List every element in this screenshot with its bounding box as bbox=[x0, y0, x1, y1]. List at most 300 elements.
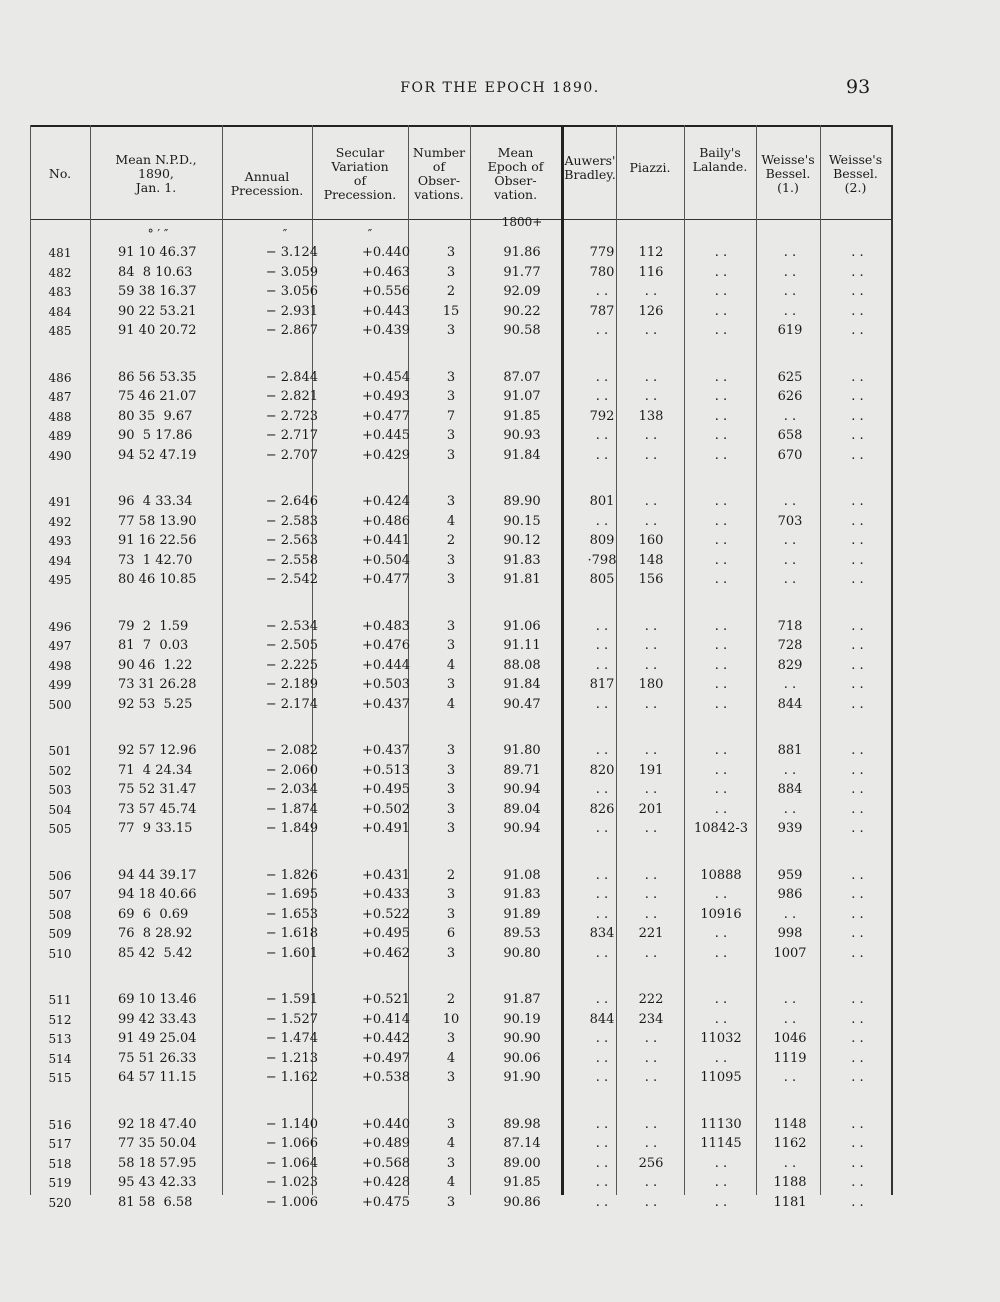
cell-sec: +0.443 bbox=[361, 303, 411, 319]
cell-lal: . . bbox=[714, 552, 728, 568]
cell-wb2: . . bbox=[851, 533, 864, 549]
cell-pia: 138 bbox=[638, 408, 664, 424]
cell-pia: . . bbox=[644, 494, 658, 509]
cell-npd: 94 18 40.66 bbox=[118, 887, 197, 903]
cell-auw: 779 bbox=[589, 245, 615, 260]
cell-wb1: . . bbox=[783, 494, 797, 509]
cell-sec: +0.497 bbox=[361, 1050, 411, 1066]
cell-auw: 826 bbox=[589, 801, 615, 817]
table-row bbox=[30, 1010, 893, 1030]
table-row bbox=[30, 387, 893, 407]
cell-no: 498 bbox=[48, 658, 72, 673]
cell-obs: 3 bbox=[446, 428, 456, 444]
cell-auw: . . bbox=[595, 1031, 609, 1047]
cell-no: 505 bbox=[48, 822, 72, 837]
cell-lal: . . bbox=[714, 572, 728, 588]
table-row bbox=[30, 636, 893, 656]
table-row bbox=[30, 512, 893, 532]
cell-wb1: 829 bbox=[777, 657, 803, 673]
cell-wb2: . . bbox=[851, 801, 864, 817]
cell-lal: . . bbox=[714, 494, 728, 509]
cell-epo: 91.11 bbox=[503, 638, 541, 654]
cell-lal: 11032 bbox=[700, 1031, 742, 1047]
cell-npd: 69 10 13.46 bbox=[118, 992, 197, 1007]
cell-no: 496 bbox=[48, 619, 72, 634]
cell-epo: 91.80 bbox=[503, 743, 541, 758]
cell-auw: . . bbox=[595, 1194, 609, 1210]
cell-sec: +0.440 bbox=[361, 245, 411, 260]
cell-epo: 90.15 bbox=[503, 513, 541, 529]
table-row bbox=[30, 407, 893, 427]
cell-sec: +0.502 bbox=[361, 801, 411, 817]
cell-epo: 87.14 bbox=[503, 1136, 541, 1152]
cell-lal: . . bbox=[714, 657, 728, 673]
cell-auw: . . bbox=[595, 618, 609, 634]
cell-wb2: . . bbox=[851, 657, 864, 673]
cell-obs: 7 bbox=[446, 408, 456, 424]
cell-pia: . . bbox=[644, 284, 658, 300]
cell-pia: . . bbox=[644, 782, 658, 798]
unit-annual: ″ bbox=[282, 227, 288, 241]
cell-pia: 160 bbox=[638, 533, 664, 549]
cell-no: 517 bbox=[48, 1137, 72, 1152]
cell-lal: 10842-3 bbox=[693, 821, 749, 837]
cell-npd: 75 51 26.33 bbox=[118, 1050, 197, 1066]
cell-wb1: 1046 bbox=[773, 1031, 807, 1047]
cell-auw: . . bbox=[595, 1136, 609, 1152]
cell-obs: 4 bbox=[446, 1136, 456, 1152]
cell-auw: . . bbox=[595, 657, 609, 673]
cell-lal: 11130 bbox=[700, 1116, 742, 1132]
cell-ann: − 1.162 bbox=[265, 1070, 318, 1086]
cell-sec: +0.431 bbox=[361, 867, 411, 883]
cell-obs: 3 bbox=[446, 1031, 456, 1047]
cell-sec: +0.522 bbox=[361, 906, 411, 922]
cell-no: 519 bbox=[48, 1176, 72, 1191]
cell-wb2: . . bbox=[851, 572, 864, 588]
cell-ann: − 2.717 bbox=[265, 428, 318, 444]
cell-wb2: . . bbox=[851, 992, 864, 1007]
cell-npd: 80 46 10.85 bbox=[118, 572, 197, 588]
cell-lal: . . bbox=[714, 1155, 728, 1171]
cell-lal: . . bbox=[714, 887, 728, 903]
table-row bbox=[30, 1115, 893, 1135]
cell-wb1: . . bbox=[783, 992, 797, 1007]
cell-npd: 96 4 33.34 bbox=[118, 494, 193, 509]
cell-sec: +0.495 bbox=[361, 782, 411, 798]
cell-wb1: . . bbox=[783, 264, 797, 280]
cell-epo: 90.06 bbox=[503, 1050, 541, 1066]
cell-lal: . . bbox=[714, 618, 728, 634]
header-annual-precession: Annual Precession. bbox=[230, 169, 304, 198]
cell-obs: 3 bbox=[446, 618, 456, 634]
cell-ann: − 1.066 bbox=[265, 1136, 318, 1152]
cell-sec: +0.440 bbox=[361, 1116, 411, 1132]
table-row bbox=[30, 1154, 893, 1174]
cell-auw: . . bbox=[595, 638, 609, 654]
cell-wb2: . . bbox=[851, 926, 864, 942]
cell-no: 491 bbox=[48, 495, 72, 509]
cell-no: 513 bbox=[48, 1032, 72, 1047]
cell-npd: 77 9 33.15 bbox=[118, 821, 193, 837]
cell-obs: 3 bbox=[446, 906, 456, 922]
cell-no: 501 bbox=[48, 744, 72, 758]
cell-wb1: 881 bbox=[777, 743, 803, 758]
cell-pia: . . bbox=[644, 657, 658, 673]
table-row bbox=[30, 741, 893, 761]
cell-auw: . . bbox=[595, 821, 609, 837]
cell-auw: . . bbox=[595, 782, 609, 798]
cell-auw: . . bbox=[595, 447, 609, 463]
cell-epo: 89.00 bbox=[503, 1155, 541, 1171]
cell-wb2: . . bbox=[851, 1136, 864, 1152]
cell-obs: 4 bbox=[446, 1175, 456, 1191]
cell-ann: − 2.082 bbox=[265, 743, 318, 758]
cell-no: 507 bbox=[48, 888, 72, 903]
cell-epo: 90.12 bbox=[503, 533, 541, 549]
cell-obs: 3 bbox=[446, 1070, 456, 1086]
cell-obs: 3 bbox=[446, 821, 456, 837]
cell-sec: +0.428 bbox=[361, 1175, 411, 1191]
header-no: No. bbox=[48, 166, 72, 181]
cell-wb2: . . bbox=[851, 638, 864, 654]
cell-sec: +0.463 bbox=[361, 264, 411, 280]
cell-wb2: . . bbox=[851, 1031, 864, 1047]
cell-ann: − 2.563 bbox=[265, 533, 318, 549]
cell-wb1: . . bbox=[783, 552, 797, 568]
cell-obs: 3 bbox=[446, 677, 456, 693]
cell-ann: − 2.558 bbox=[265, 552, 318, 568]
cell-ann: − 1.826 bbox=[265, 867, 318, 883]
cell-npd: 99 42 33.43 bbox=[118, 1011, 197, 1027]
cell-ann: − 1.695 bbox=[265, 887, 318, 903]
cell-auw: 817 bbox=[589, 677, 615, 693]
table-row bbox=[30, 1134, 893, 1154]
cell-pia: . . bbox=[644, 638, 658, 654]
cell-ann: − 1.527 bbox=[265, 1011, 318, 1027]
cell-no: 482 bbox=[48, 265, 72, 280]
cell-npd: 94 44 39.17 bbox=[118, 867, 197, 883]
cell-obs: 3 bbox=[446, 369, 456, 385]
cell-wb2: . . bbox=[851, 743, 864, 758]
star-catalogue-table bbox=[30, 125, 893, 1210]
cell-wb2: . . bbox=[851, 447, 864, 463]
cell-ann: − 2.174 bbox=[265, 696, 318, 712]
cell-no: 509 bbox=[48, 927, 72, 942]
cell-auw: 787 bbox=[589, 303, 615, 319]
cell-epo: 91.84 bbox=[503, 677, 541, 693]
cell-epo: 89.04 bbox=[503, 801, 541, 817]
cell-ann: − 1.591 bbox=[265, 992, 318, 1007]
cell-npd: 75 52 31.47 bbox=[118, 782, 197, 798]
cell-wb1: 626 bbox=[777, 389, 803, 405]
cell-lal: . . bbox=[714, 533, 728, 549]
cell-lal: . . bbox=[714, 369, 728, 385]
table-row bbox=[30, 1173, 893, 1193]
cell-epo: 91.06 bbox=[503, 618, 541, 634]
unit-epoch: 1800+ bbox=[501, 215, 543, 229]
table-row bbox=[30, 675, 893, 695]
table-row bbox=[30, 944, 893, 964]
cell-wb1: 718 bbox=[777, 618, 803, 634]
cell-epo: 91.86 bbox=[503, 245, 541, 260]
cell-sec: +0.442 bbox=[361, 1031, 411, 1047]
table-row bbox=[30, 282, 893, 302]
cell-no: 514 bbox=[48, 1051, 72, 1066]
cell-pia: . . bbox=[644, 1050, 658, 1066]
cell-auw: . . bbox=[595, 369, 609, 385]
cell-no: 486 bbox=[48, 370, 72, 385]
cell-ann: − 1.140 bbox=[265, 1116, 318, 1132]
cell-no: 518 bbox=[48, 1156, 72, 1171]
cell-lal: . . bbox=[714, 513, 728, 529]
table-row bbox=[30, 1049, 893, 1069]
cell-lal: . . bbox=[714, 992, 728, 1007]
cell-sec: +0.439 bbox=[361, 323, 411, 339]
cell-no: 487 bbox=[48, 390, 72, 405]
table-row bbox=[30, 1068, 893, 1088]
cell-wb2: . . bbox=[851, 513, 864, 529]
cell-sec: +0.513 bbox=[361, 762, 411, 778]
cell-lal: . . bbox=[714, 696, 728, 712]
cell-pia: . . bbox=[644, 1031, 658, 1047]
cell-npd: 91 16 22.56 bbox=[118, 533, 197, 549]
cell-lal: . . bbox=[714, 428, 728, 444]
cell-obs: 4 bbox=[446, 696, 456, 712]
cell-npd: 85 42 5.42 bbox=[118, 945, 193, 961]
cell-pia: . . bbox=[644, 1070, 658, 1086]
cell-auw: 834 bbox=[589, 926, 615, 942]
cell-no: 515 bbox=[48, 1071, 72, 1086]
cell-sec: +0.504 bbox=[361, 552, 411, 568]
cell-epo: 91.83 bbox=[503, 887, 541, 903]
cell-epo: 91.87 bbox=[503, 992, 541, 1007]
cell-wb1: 728 bbox=[777, 638, 803, 654]
table-row bbox=[30, 531, 893, 551]
cell-sec: +0.489 bbox=[361, 1136, 411, 1152]
cell-lal: 11095 bbox=[700, 1070, 742, 1086]
cell-epo: 91.84 bbox=[503, 447, 541, 463]
cell-epo: 91.90 bbox=[503, 1070, 541, 1086]
cell-wb1: 844 bbox=[777, 696, 803, 712]
cell-epo: 91.81 bbox=[503, 572, 541, 588]
table-row bbox=[30, 866, 893, 886]
cell-sec: +0.538 bbox=[361, 1070, 411, 1086]
cell-npd: 58 18 57.95 bbox=[118, 1155, 197, 1171]
cell-npd: 81 58 6.58 bbox=[118, 1194, 193, 1210]
cell-no: 497 bbox=[48, 639, 72, 654]
cell-wb1: 625 bbox=[777, 369, 803, 385]
cell-ann: − 2.034 bbox=[265, 782, 318, 798]
cell-obs: 4 bbox=[446, 1050, 456, 1066]
cell-npd: 80 35 9.67 bbox=[118, 408, 193, 424]
cell-auw: 820 bbox=[589, 762, 615, 778]
cell-lal: . . bbox=[714, 447, 728, 463]
cell-npd: 75 46 21.07 bbox=[118, 389, 197, 405]
table-row bbox=[30, 990, 893, 1010]
cell-epo: 90.47 bbox=[503, 696, 541, 712]
cell-no: 508 bbox=[48, 907, 72, 922]
cell-npd: 91 40 20.72 bbox=[118, 323, 197, 339]
cell-auw: 844 bbox=[589, 1011, 615, 1027]
cell-wb1: 884 bbox=[777, 782, 803, 798]
cell-wb1: 1188 bbox=[773, 1175, 807, 1191]
header-weisse-bessel-1: Weisse's Bessel. (1.) bbox=[761, 152, 815, 195]
table-row bbox=[30, 263, 893, 283]
cell-ann: − 1.474 bbox=[265, 1031, 318, 1047]
cell-epo: 89.90 bbox=[503, 494, 541, 509]
cell-sec: +0.476 bbox=[361, 638, 411, 654]
cell-lal: . . bbox=[714, 284, 728, 300]
cell-npd: 71 4 24.34 bbox=[118, 762, 193, 778]
cell-ann: − 2.505 bbox=[265, 638, 318, 654]
cell-ann: − 2.844 bbox=[265, 369, 318, 385]
cell-obs: 3 bbox=[446, 323, 456, 339]
cell-ann: − 2.189 bbox=[265, 677, 318, 693]
cell-npd: 90 5 17.86 bbox=[118, 428, 193, 444]
cell-sec: +0.493 bbox=[361, 389, 411, 405]
cell-lal: . . bbox=[714, 1175, 728, 1191]
header-secular-variation: Secular Variation of Precession. bbox=[323, 145, 397, 202]
cell-obs: 3 bbox=[446, 1116, 456, 1132]
table-row bbox=[30, 551, 893, 571]
cell-obs: 3 bbox=[446, 264, 456, 280]
cell-ann: − 2.821 bbox=[265, 389, 318, 405]
cell-pia: . . bbox=[644, 369, 658, 385]
cell-no: 495 bbox=[48, 573, 72, 588]
cell-npd: 73 57 45.74 bbox=[118, 801, 197, 817]
cell-pia: 180 bbox=[638, 677, 664, 693]
cell-wb1: 703 bbox=[777, 513, 803, 529]
cell-wb2: . . bbox=[851, 552, 864, 568]
cell-pia: . . bbox=[644, 323, 658, 339]
cell-epo: 91.89 bbox=[503, 906, 541, 922]
cell-obs: 3 bbox=[446, 552, 456, 568]
cell-npd: 64 57 11.15 bbox=[118, 1070, 197, 1086]
cell-epo: 92.09 bbox=[503, 284, 541, 300]
cell-no: 506 bbox=[48, 868, 72, 883]
cell-ann: − 2.542 bbox=[265, 572, 318, 588]
cell-pia: . . bbox=[644, 1175, 658, 1191]
table-row bbox=[30, 885, 893, 905]
cell-lal: . . bbox=[714, 264, 728, 280]
cell-obs: 15 bbox=[442, 303, 460, 319]
cell-npd: 69 6 0.69 bbox=[118, 906, 189, 922]
cell-epo: 91.08 bbox=[503, 867, 541, 883]
cell-npd: 92 57 12.96 bbox=[118, 743, 197, 758]
cell-epo: 89.98 bbox=[503, 1116, 541, 1132]
cell-obs: 2 bbox=[446, 533, 456, 549]
cell-obs: 2 bbox=[446, 867, 456, 883]
cell-lal: 10888 bbox=[700, 867, 742, 883]
cell-npd: 91 10 46.37 bbox=[118, 245, 197, 260]
cell-lal: . . bbox=[714, 323, 728, 339]
cell-wb1: . . bbox=[783, 1070, 797, 1086]
cell-no: 490 bbox=[48, 448, 72, 463]
cell-obs: 3 bbox=[446, 801, 456, 817]
table-row bbox=[30, 695, 893, 715]
cell-pia: . . bbox=[644, 389, 658, 405]
cell-auw: . . bbox=[595, 696, 609, 712]
cell-npd: 94 52 47.19 bbox=[118, 447, 197, 463]
cell-no: 492 bbox=[48, 514, 72, 529]
header-number-observations: Number of Obser- vations. bbox=[412, 145, 466, 202]
header-baily-lalande: Baily's Lalande. bbox=[692, 145, 748, 174]
cell-wb2: . . bbox=[851, 945, 864, 961]
cell-wb1: . . bbox=[783, 533, 797, 549]
cell-wb2: . . bbox=[851, 618, 864, 634]
cell-ann: − 2.060 bbox=[265, 762, 318, 778]
cell-wb2: . . bbox=[851, 887, 864, 903]
cell-auw: . . bbox=[595, 867, 609, 883]
cell-wb1: . . bbox=[783, 801, 797, 817]
cell-ann: − 1.653 bbox=[265, 906, 318, 922]
cell-epo: 87.07 bbox=[503, 369, 541, 385]
cell-lal: . . bbox=[714, 638, 728, 654]
cell-auw: . . bbox=[595, 1070, 609, 1086]
cell-lal: . . bbox=[714, 245, 728, 260]
cell-sec: +0.486 bbox=[361, 513, 411, 529]
cell-auw: . . bbox=[595, 1116, 609, 1132]
cell-obs: 2 bbox=[446, 992, 456, 1007]
cell-pia: . . bbox=[644, 696, 658, 712]
table-row bbox=[30, 446, 893, 466]
cell-lal: . . bbox=[714, 945, 728, 961]
cell-wb2: . . bbox=[851, 1011, 864, 1027]
cell-wb2: . . bbox=[851, 323, 864, 339]
cell-no: 489 bbox=[48, 429, 72, 444]
cell-epo: 90.93 bbox=[503, 428, 541, 444]
cell-wb2: . . bbox=[851, 762, 864, 778]
cell-wb1: . . bbox=[783, 284, 797, 300]
cell-npd: 84 8 10.63 bbox=[118, 264, 193, 280]
cell-obs: 10 bbox=[442, 1011, 460, 1027]
cell-wb1: 1148 bbox=[773, 1116, 807, 1132]
cell-npd: 77 35 50.04 bbox=[118, 1136, 197, 1152]
cell-obs: 3 bbox=[446, 638, 456, 654]
cell-ann: − 1.601 bbox=[265, 945, 318, 961]
cell-wb1: . . bbox=[783, 1011, 797, 1027]
cell-wb2: . . bbox=[851, 369, 864, 385]
cell-auw: . . bbox=[595, 323, 609, 339]
cell-obs: 3 bbox=[446, 389, 456, 405]
table-row bbox=[30, 321, 893, 341]
cell-npd: 92 53 5.25 bbox=[118, 696, 193, 712]
cell-wb2: . . bbox=[851, 303, 864, 319]
cell-ann: − 2.583 bbox=[265, 513, 318, 529]
cell-sec: +0.441 bbox=[361, 533, 411, 549]
cell-epo: 90.80 bbox=[503, 945, 541, 961]
cell-pia: . . bbox=[644, 867, 658, 883]
cell-pia: 191 bbox=[638, 762, 664, 778]
cell-npd: 90 22 53.21 bbox=[118, 303, 197, 319]
cell-wb1: . . bbox=[783, 762, 797, 778]
cell-no: 493 bbox=[48, 534, 72, 549]
cell-obs: 3 bbox=[446, 887, 456, 903]
cell-obs: 3 bbox=[446, 782, 456, 798]
cell-ann: − 1.874 bbox=[265, 801, 318, 817]
cell-epo: 88.08 bbox=[503, 657, 541, 673]
cell-obs: 3 bbox=[446, 743, 456, 758]
cell-wb2: . . bbox=[851, 906, 864, 922]
cell-lal: . . bbox=[714, 1194, 728, 1210]
cell-ann: − 2.646 bbox=[265, 494, 318, 509]
cell-sec: +0.444 bbox=[361, 657, 411, 673]
cell-auw: . . bbox=[595, 1175, 609, 1191]
cell-npd: 76 8 28.92 bbox=[118, 926, 193, 942]
cell-pia: . . bbox=[644, 743, 658, 758]
cell-auw: 805 bbox=[589, 572, 615, 588]
